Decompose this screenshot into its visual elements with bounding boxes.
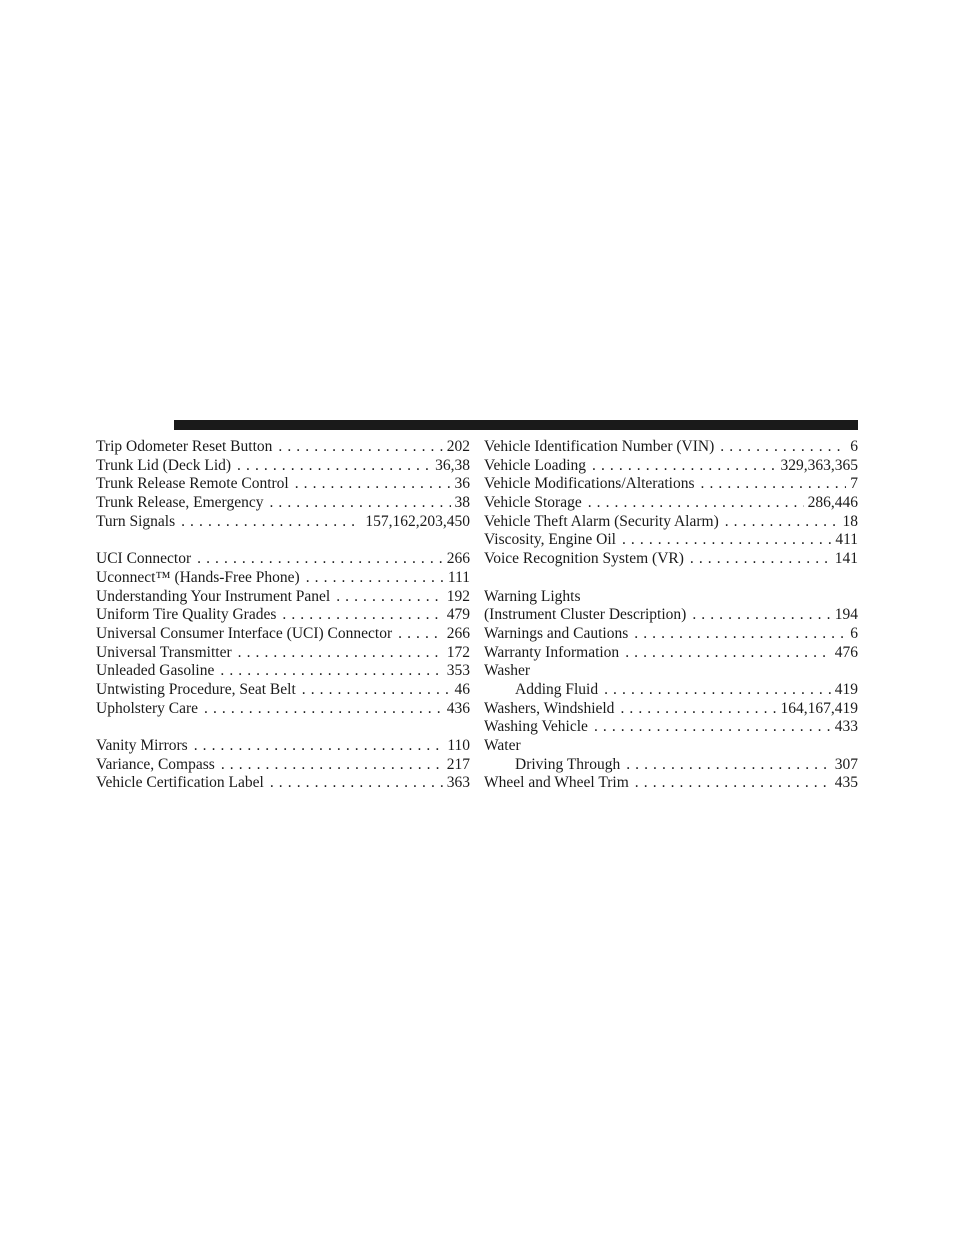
- dot-leader: [220, 662, 442, 681]
- index-term: Trunk Release, Emergency: [96, 494, 264, 512]
- dot-leader: [336, 588, 443, 607]
- index-section-gap: [484, 569, 858, 588]
- index-page-numbers: 329,363,365: [780, 456, 858, 474]
- index-entry-trip-odometer-reset-button: [96, 438, 470, 457]
- dot-leader: [701, 475, 847, 494]
- index-term: Uconnect™ (Hands-Free Phone): [96, 568, 300, 586]
- index-heading-warning-lights: [484, 588, 858, 607]
- index-entry-universal-consumer-interface-uci-connector: [96, 625, 470, 644]
- index-entry-turn-signals: [96, 513, 470, 532]
- index-term: Untwisting Procedure, Seat Belt: [96, 680, 296, 698]
- index-page-numbers: 7: [850, 475, 858, 493]
- index-term: Universal Transmitter: [96, 643, 232, 661]
- index-entry-washers-windshield: [484, 700, 858, 719]
- index-column-left: [96, 438, 470, 793]
- index-term: Viscosity, Engine Oil: [484, 531, 616, 549]
- index-entry-adding-fluid: [484, 681, 858, 700]
- index-page-numbers: 110: [447, 737, 470, 754]
- index-page-numbers: 192: [446, 587, 470, 605]
- index-page-numbers: 411: [835, 531, 858, 549]
- dot-leader: [635, 774, 831, 793]
- index-term: UCI Connector: [96, 550, 192, 568]
- index-page-numbers: 286,446: [807, 494, 858, 512]
- index-page-numbers: 266: [446, 550, 470, 568]
- index-entry-wheel-and-wheel-trim: [484, 774, 858, 793]
- dot-leader: [306, 569, 444, 588]
- index-heading-washer: [484, 662, 858, 681]
- index-term: Vehicle Theft Alarm (Security Alarm): [484, 512, 719, 530]
- index-term: Adding Fluid: [515, 680, 599, 698]
- dot-leader: [221, 756, 443, 775]
- index-term: Washers, Windshield: [484, 699, 615, 717]
- dot-leader: [634, 625, 846, 644]
- dot-leader: [626, 756, 831, 775]
- index-page-numbers: 6: [850, 624, 858, 642]
- dot-leader: [269, 494, 450, 513]
- index-term: Universal Consumer Interface (UCI) Connector: [96, 624, 393, 642]
- dot-leader: [278, 438, 442, 457]
- index-term: Turn Signals: [96, 512, 176, 530]
- dot-leader: [604, 681, 831, 700]
- index-page-numbers: 36: [454, 475, 470, 493]
- index-page-numbers: 202: [446, 438, 470, 455]
- index-term: Vehicle Loading: [484, 456, 587, 474]
- index-term: Uniform Tire Quality Grades: [96, 606, 277, 624]
- index-page-numbers: 164,167,419: [780, 699, 858, 717]
- index-entry-instrument-cluster-description: [484, 606, 858, 625]
- index-entry-universal-transmitter: [96, 644, 470, 663]
- index-page-numbers: 172: [446, 643, 470, 661]
- index-entry-upholstery-care: [96, 700, 470, 719]
- index-section-gap: [96, 531, 470, 550]
- dot-leader: [620, 700, 776, 719]
- dot-leader: [270, 774, 443, 793]
- index-entry-untwisting-procedure-seat-belt: [96, 681, 470, 700]
- index-column-right: [484, 438, 858, 793]
- index-term: (Instrument Cluster Description): [484, 606, 687, 624]
- index-page-numbers: 111: [447, 568, 470, 586]
- index-page-numbers: 419: [834, 680, 858, 698]
- index-term: Driving Through: [515, 755, 621, 773]
- index-term: Washing Vehicle: [484, 718, 588, 736]
- index-entry-uconnect-hands-free-phone: [96, 569, 470, 588]
- index-term: Warning Lights: [484, 587, 581, 605]
- dot-leader: [302, 681, 451, 700]
- index-page-numbers: 353: [446, 662, 470, 680]
- index-section-gap: [96, 718, 470, 737]
- dot-leader: [692, 606, 830, 625]
- dot-leader: [594, 718, 831, 737]
- dot-leader: [295, 475, 451, 494]
- index-term: Voice Recognition System (VR): [484, 550, 684, 568]
- index-page-numbers: 433: [834, 718, 858, 736]
- index-page-numbers: 141: [834, 550, 858, 568]
- dot-leader: [282, 606, 442, 625]
- index-entry-trunk-lid-deck-lid: [96, 457, 470, 476]
- dot-leader: [690, 550, 831, 569]
- index-term: Vehicle Storage: [484, 494, 582, 512]
- index-entry-uniform-tire-quality-grades: [96, 606, 470, 625]
- index-entry-vanity-mirrors: [96, 737, 470, 756]
- dot-leader: [625, 644, 831, 663]
- index-entry-vehicle-modifications-alterations: [484, 475, 858, 494]
- index-term: Understanding Your Instrument Panel: [96, 587, 331, 605]
- index-entry-viscosity-engine-oil: [484, 531, 858, 550]
- index-term: Vanity Mirrors: [96, 737, 188, 754]
- index-page-numbers: 217: [446, 755, 470, 773]
- index-entry-vehicle-identification-number-vin: [484, 438, 858, 457]
- index-term: Washer: [484, 662, 531, 680]
- index-term: Variance, Compass: [96, 755, 215, 773]
- dot-leader: [204, 700, 443, 719]
- dot-leader: [238, 644, 443, 663]
- index-page-numbers: 307: [834, 755, 858, 773]
- index-page-numbers: 266: [446, 624, 470, 642]
- index-entry-vehicle-storage: [484, 494, 858, 513]
- index-page-numbers: 363: [446, 774, 470, 792]
- index-entry-voice-recognition-system-vr: [484, 550, 858, 569]
- dot-leader: [197, 550, 443, 569]
- index-entry-washing-vehicle: [484, 718, 858, 737]
- index-entry-uci-connector: [96, 550, 470, 569]
- index-entry-trunk-release-emergency: [96, 494, 470, 513]
- index-entry-trunk-release-remote-control: [96, 475, 470, 494]
- index-page-numbers: 38: [454, 494, 470, 512]
- index-entry-unleaded-gasoline: [96, 662, 470, 681]
- index-page-numbers: 476: [834, 643, 858, 661]
- index-term: Upholstery Care: [96, 699, 199, 717]
- index-entry-vehicle-theft-alarm-security-alarm: [484, 513, 858, 532]
- dot-leader: [720, 438, 846, 457]
- dot-leader: [181, 513, 361, 532]
- index-page-numbers: 479: [446, 606, 470, 624]
- index-term: Vehicle Modifications/Alterations: [484, 475, 695, 493]
- index-entry-warnings-and-cautions: [484, 625, 858, 644]
- dot-leader: [588, 494, 804, 513]
- index-entry-warranty-information: [484, 644, 858, 663]
- index-term: Water: [484, 737, 521, 754]
- index-term: Warnings and Cautions: [484, 624, 629, 642]
- header-rule: [174, 420, 858, 430]
- dot-leader: [622, 531, 831, 550]
- index-page-numbers: 36,38: [435, 456, 470, 474]
- index-page-numbers: 46: [454, 680, 470, 698]
- index-entry-understanding-your-instrument-panel: [96, 588, 470, 607]
- dot-leader: [592, 457, 776, 476]
- dot-leader: [725, 513, 839, 532]
- dot-leader: [398, 625, 443, 644]
- index-term: Trunk Lid (Deck Lid): [96, 456, 232, 474]
- index-term: Wheel and Wheel Trim: [484, 774, 629, 792]
- index-term: Warranty Information: [484, 643, 620, 661]
- index-entry-vehicle-certification-label: [96, 774, 470, 793]
- index-entry-variance-compass: [96, 756, 470, 775]
- index-term: Vehicle Identification Number (VIN): [484, 438, 715, 455]
- index-page-numbers: 6: [850, 438, 858, 455]
- dot-leader: [237, 457, 431, 476]
- index-page-numbers: 436: [446, 699, 470, 717]
- index-page-numbers: 194: [834, 606, 858, 624]
- index-term: Trip Odometer Reset Button: [96, 438, 273, 455]
- index-term: Unleaded Gasoline: [96, 662, 215, 680]
- dot-leader: [194, 737, 444, 756]
- index-term: Vehicle Certification Label: [96, 774, 264, 792]
- index-page-numbers: 18: [842, 512, 858, 530]
- index-term: Trunk Release Remote Control: [96, 475, 289, 493]
- index-page-numbers: 435: [834, 774, 858, 792]
- index-heading-water: [484, 737, 858, 756]
- index-entry-driving-through: [484, 756, 858, 775]
- index-page-numbers: 157,162,203,450: [365, 512, 470, 530]
- index-entry-vehicle-loading: [484, 457, 858, 476]
